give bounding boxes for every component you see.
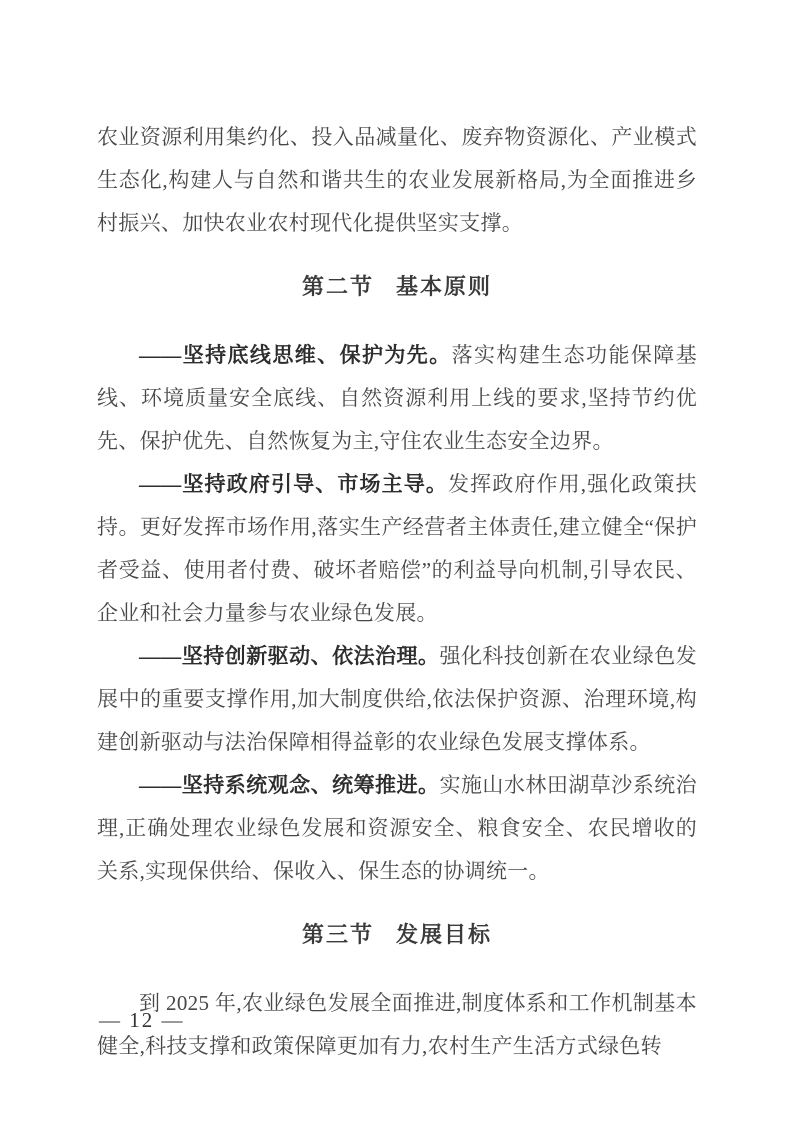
- principle-3-lead: ——坚持创新驱动、依法治理。: [139, 644, 440, 668]
- section-heading-2: [97, 265, 697, 308]
- principle-paragraph-3: [97, 635, 697, 764]
- principle-3-body: 强化科技创新在农业绿色发展中的重要支撑作用,加大制度供给,依法保护资源、治理环境,构建创新驱动与法治保障相得益彰的农业绿色发展支撑体系。: [97, 644, 697, 754]
- paragraph-intro-continuation: 农业资源利用集约化、投入品减量化、废弃物资源化、产业模式生态化,构建人与自然和谐共生的农业发展新格局,为全面推进乡村振兴、加快农业农村现代化提供坚实支撑。: [97, 125, 697, 235]
- page-footer: [99, 1005, 185, 1035]
- principle-1-lead: ——坚持底线思维、保护为先。: [139, 343, 452, 367]
- principle-2-lead: ——坚持政府引导、市场主导。: [139, 472, 448, 496]
- principle-paragraph-4: [97, 764, 697, 893]
- principle-2-body: 发挥政府作用,强化政策扶持。更好发挥市场作用,落实生产经营者主体责任,建立健全“保护者受益、使用者付费、破坏者赔偿”的利益导向机制,引导农民、企业和社会力量参与农业绿色发展。: [97, 472, 697, 625]
- section-3-title: 发展目标: [396, 922, 493, 947]
- document-body: [97, 116, 697, 1068]
- principle-paragraph-1: [97, 334, 697, 463]
- section-heading-3: [97, 913, 697, 956]
- principle-4-body: 实施山水林田湖草沙系统治理,正确处理农业绿色发展和资源安全、粮食安全、农民增收的关系,实现保供给、保收入、保生态的协调统一。: [97, 773, 697, 883]
- section-2-number: 第二节: [301, 274, 374, 299]
- section-3-number: 第三节: [301, 922, 374, 947]
- section-2-title: 基本原则: [396, 274, 493, 299]
- principle-4-lead: ——坚持系统观念、统筹推进。: [139, 773, 440, 797]
- principle-1-body: 落实构建生态功能保障基线、环境质量安全底线、自然资源利用上线的要求,坚持节约优先、保护优先、自然恢复为主,守住农业生态安全边界。: [97, 343, 697, 453]
- paragraph-goals: 到 2025 年,农业绿色发展全面推进,制度体系和工作机制基本健全,科技支撑和政策保障更加有力,农村生产生活方式绿色转: [97, 991, 697, 1058]
- principle-paragraph-2: [97, 463, 697, 635]
- page-number: — 12 —: [99, 1008, 185, 1032]
